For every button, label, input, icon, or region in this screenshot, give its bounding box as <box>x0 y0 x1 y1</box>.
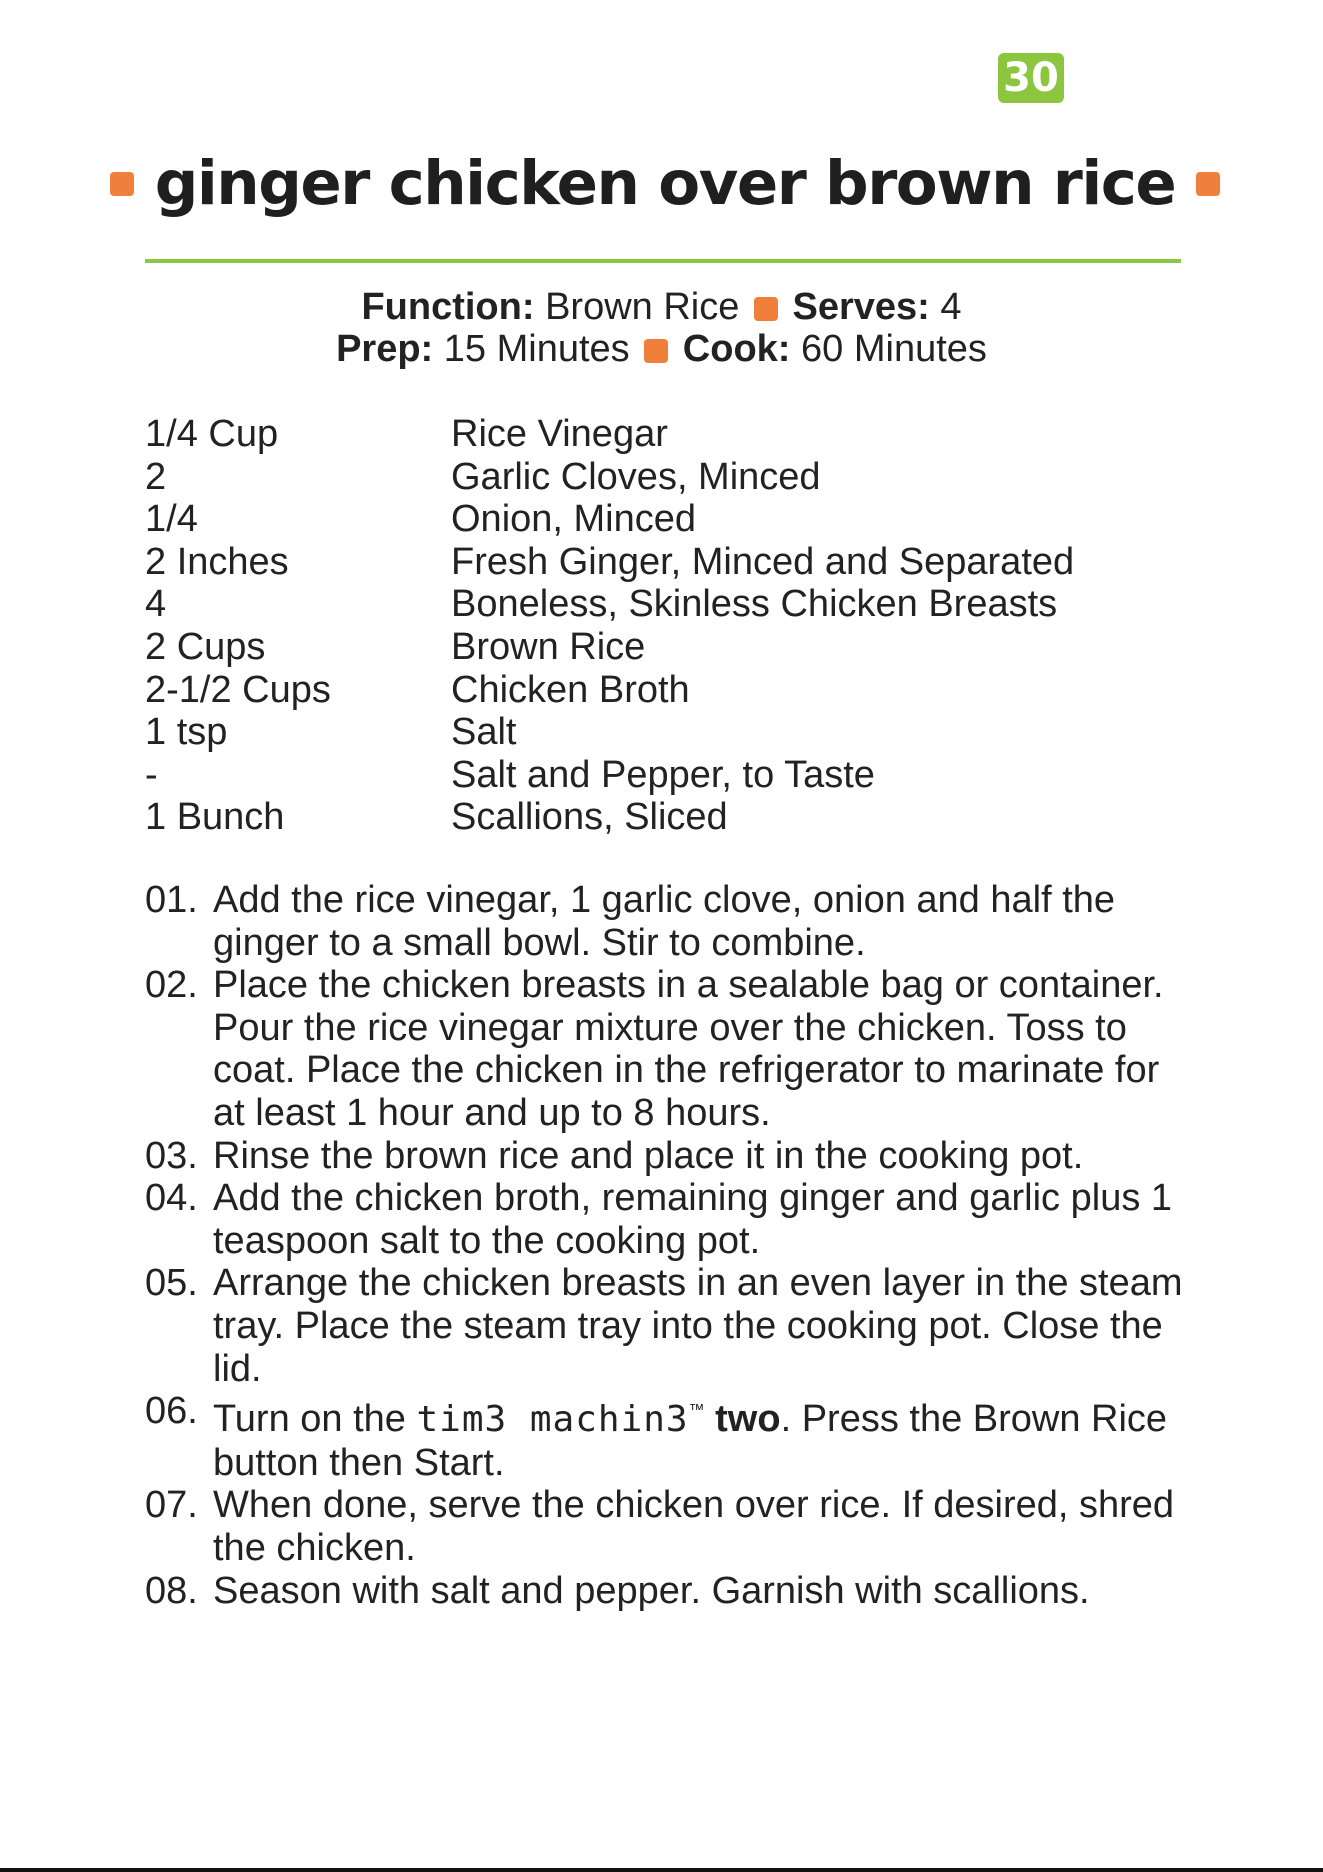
ingredient-row <box>145 711 1205 754</box>
directions-list <box>145 879 1190 1612</box>
title-bullet-right-icon <box>1196 172 1220 196</box>
page-bottom-border <box>0 1868 1323 1872</box>
direction-step <box>145 964 1190 1134</box>
title-row <box>110 148 1220 219</box>
serves-value: 4 <box>940 286 962 328</box>
step-number: 07. <box>145 1484 198 1527</box>
cook-value: 60 Minutes <box>801 328 987 370</box>
ingredient-quantity: 1/4 <box>145 498 198 541</box>
direction-step <box>145 1262 1190 1390</box>
ingredient-row <box>145 626 1205 669</box>
cook-label: Cook: <box>682 328 791 370</box>
ingredient-name: Boneless, Skinless Chicken Breasts <box>451 583 1058 626</box>
step-text: Season with salt and pepper. Garnish with scallions. <box>213 1569 1090 1612</box>
ingredient-name: Onion, Minced <box>451 498 697 541</box>
serves-label: Serves: <box>792 286 930 328</box>
ingredient-quantity: 1 Bunch <box>145 796 285 839</box>
separator-square-icon <box>644 339 668 363</box>
ingredient-quantity: 2 Cups <box>145 625 266 668</box>
ingredient-quantity: 2 <box>145 455 167 498</box>
recipe-meta-line-2 <box>0 328 1323 371</box>
recipe-title: ginger chicken over brown rice <box>154 148 1176 219</box>
product-brand-logo: tim3 machin3 <box>416 1399 689 1441</box>
title-divider <box>145 259 1181 263</box>
page-number-badge: 30 <box>998 53 1064 103</box>
step-text: Add the chicken broth, remaining ginger and garlic plus 1 teaspoon salt to the cooking pot. <box>213 1177 1173 1262</box>
ingredient-quantity: 4 <box>145 583 167 626</box>
ingredient-name: Garlic Cloves, Minced <box>451 455 821 498</box>
step-number: 02. <box>145 964 198 1007</box>
ingredient-row <box>145 541 1205 584</box>
title-bullet-left-icon <box>110 172 134 196</box>
step-number: 04. <box>145 1177 198 1220</box>
direction-step <box>145 1570 1190 1613</box>
trademark-symbol: ™ <box>688 1402 705 1420</box>
separator-square-icon <box>754 297 778 321</box>
ingredient-name: Fresh Ginger, Minced and Separated <box>451 540 1075 583</box>
prep-label: Prep: <box>336 328 434 370</box>
direction-step <box>145 1390 1190 1484</box>
direction-step <box>145 1135 1190 1178</box>
step-text: Arrange the chicken breasts in an even layer in the steam tray. Place the steam tray into the cooking pot. Close the lid. <box>213 1262 1183 1390</box>
ingredient-name: Chicken Broth <box>451 668 690 711</box>
step-text <box>213 1390 1190 1484</box>
direction-step <box>145 1484 1190 1569</box>
ingredient-quantity: 2-1/2 Cups <box>145 668 331 711</box>
step-text: Place the chicken breasts in a sealable bag or container. Pour the rice vinegar mixture over the chicken. Toss to coat. Place the chicken in the refrigerator to marinate for at least 1 hour and up to 8 hours. <box>213 964 1164 1134</box>
ingredient-row <box>145 583 1205 626</box>
ingredient-row <box>145 498 1205 541</box>
direction-step <box>145 1177 1190 1262</box>
ingredient-row <box>145 754 1205 797</box>
prep-value: 15 Minutes <box>443 328 630 370</box>
step-text: Add the rice vinegar, 1 garlic clove, onion and half the ginger to a small bowl. Stir to combine. <box>213 879 1116 964</box>
ingredient-name: Salt and Pepper, to Taste <box>451 753 875 796</box>
step-text-before: Turn on the <box>213 1398 417 1441</box>
ingredient-quantity: 1 tsp <box>145 711 228 754</box>
ingredient-row <box>145 669 1205 712</box>
step-number: 08. <box>145 1569 198 1612</box>
ingredients-list <box>145 413 1205 839</box>
ingredient-quantity: - <box>145 753 158 796</box>
ingredient-quantity: 1/4 Cup <box>145 413 279 455</box>
ingredient-name: Scallions, Sliced <box>451 796 728 839</box>
ingredient-row <box>145 456 1205 499</box>
function-label: Function: <box>361 286 535 328</box>
ingredient-row <box>145 413 1205 456</box>
step-text: When done, serve the chicken over rice. If desired, shred the chicken. <box>213 1484 1175 1569</box>
step-number: 06. <box>145 1390 198 1433</box>
function-value: Brown Rice <box>545 286 740 328</box>
step-number: 03. <box>145 1134 198 1177</box>
ingredient-name: Salt <box>451 711 517 754</box>
recipe-meta-line-1 <box>0 286 1323 329</box>
ingredient-name: Brown Rice <box>451 625 646 668</box>
step-number: 01. <box>145 879 198 921</box>
direction-step <box>145 879 1190 964</box>
step-text: Rinse the brown rice and place it in the cooking pot. <box>213 1134 1084 1177</box>
step-number: 05. <box>145 1262 198 1305</box>
product-model: two <box>704 1398 781 1441</box>
ingredient-quantity: 2 Inches <box>145 540 289 583</box>
ingredient-row <box>145 796 1205 839</box>
step-text-after: . Press the Brown Rice button then Start. <box>213 1398 1168 1484</box>
ingredient-name: Rice Vinegar <box>451 413 668 455</box>
